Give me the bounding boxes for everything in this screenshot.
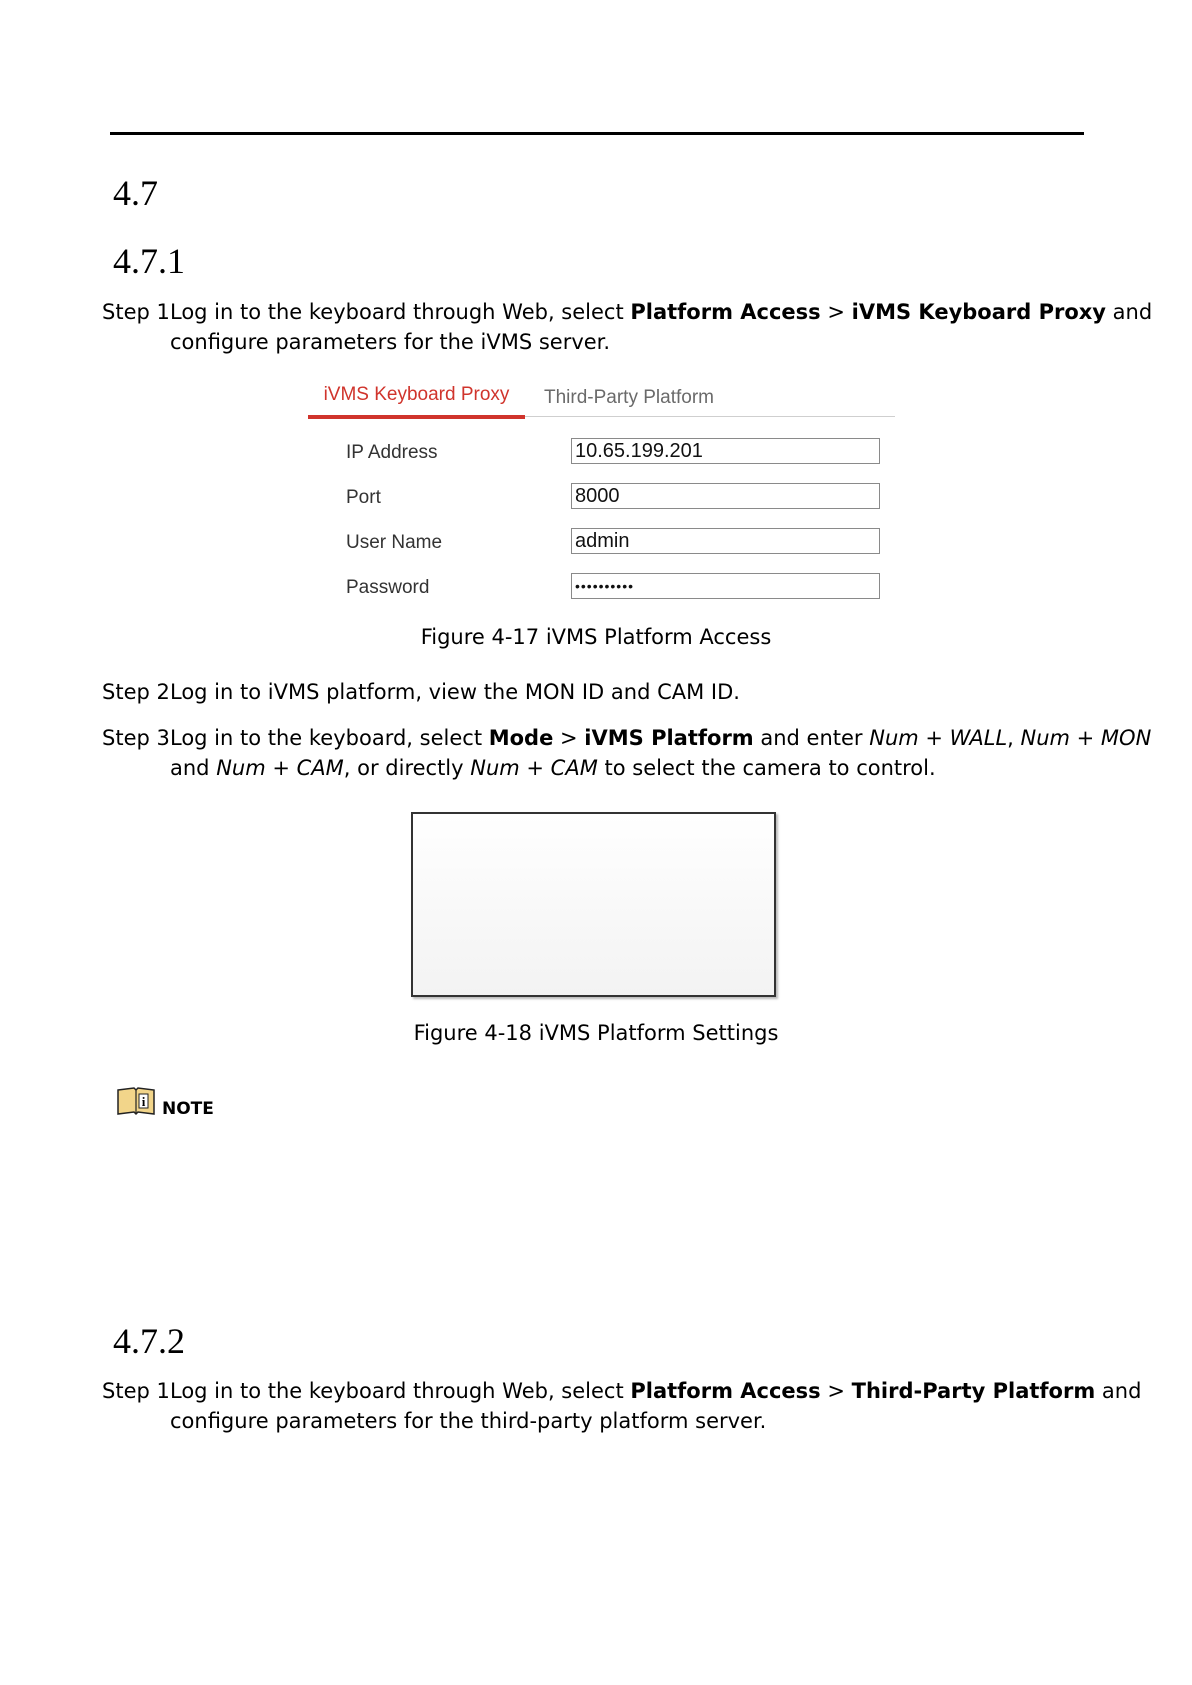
figure-4-17-caption: Figure 4-17 iVMS Platform Access	[420, 625, 772, 649]
step-text: , or directly	[343, 756, 471, 780]
step-text: and	[1106, 300, 1153, 324]
key-combo: Num + WALL	[869, 726, 1008, 750]
key-combo: Num + MON	[1020, 726, 1152, 750]
section-heading-4-7-2: 4.7.2	[113, 1321, 185, 1361]
menu-path-platform-access: Platform Access	[630, 1379, 821, 1403]
port-label: Port	[346, 487, 381, 508]
svg-text:i: i	[141, 1094, 146, 1109]
menu-path-platform-access: Platform Access	[630, 300, 821, 324]
ip-address-input[interactable]: 10.65.199.201	[571, 438, 880, 464]
key-combo: Num + CAM	[470, 756, 598, 780]
section-heading-4-7: 4.7	[113, 173, 158, 213]
step-text: Log in to the keyboard through Web, select	[170, 300, 631, 324]
path-separator: >	[820, 1379, 852, 1403]
step1-paragraph	[102, 297, 1153, 357]
tab-ivms-keyboard-proxy[interactable]: iVMS Keyboard Proxy	[308, 384, 525, 419]
ip-address-label: IP Address	[346, 442, 438, 463]
step-text: to select the camera to control.	[597, 756, 936, 780]
step-text: and	[1095, 1379, 1142, 1403]
step-text-line2: configure parameters for the third-party platform server.	[170, 1409, 767, 1433]
step-text: Log in to iVMS platform, view the MON ID and CAM ID.	[170, 680, 740, 704]
section-heading-4-7-1: 4.7.1	[113, 241, 185, 281]
key-combo: Num + CAM	[216, 756, 344, 780]
step-text: Log in to the keyboard, select	[170, 726, 489, 750]
menu-path-mode: Mode	[488, 726, 554, 750]
user-name-input[interactable]: admin	[571, 528, 880, 554]
tab-bar	[308, 378, 895, 417]
step2-paragraph	[102, 677, 1092, 707]
path-separator: >	[820, 300, 852, 324]
step-text: and enter	[753, 726, 870, 750]
port-input[interactable]: 8000	[571, 483, 880, 509]
step-label: Step 2	[102, 680, 170, 704]
header-rule	[110, 132, 1084, 135]
path-separator: >	[553, 726, 585, 750]
menu-path-ivms-platform: iVMS Platform	[584, 726, 754, 750]
ivms-platform-settings-figure	[411, 812, 776, 997]
note-book-icon	[116, 1086, 156, 1116]
step-label: Step 3	[102, 726, 170, 750]
step-text-line2: configure parameters for the iVMS server.	[170, 330, 611, 354]
figure-4-18-caption: Figure 4-18 iVMS Platform Settings	[413, 1021, 779, 1045]
step-label: Step 1	[102, 1379, 170, 1403]
password-label: Password	[346, 577, 430, 598]
step-text: and	[170, 756, 217, 780]
step-text: ,	[1007, 726, 1021, 750]
note-label: NOTE	[162, 1099, 214, 1119]
password-input[interactable]: ••••••••••	[571, 573, 880, 599]
menu-path-ivms-keyboard-proxy: iVMS Keyboard Proxy	[851, 300, 1106, 324]
user-name-label: User Name	[346, 532, 443, 553]
step3-paragraph	[102, 723, 1152, 783]
menu-path-third-party-platform: Third-Party Platform	[851, 1379, 1096, 1403]
tab-third-party-platform[interactable]: Third-Party Platform	[544, 387, 714, 408]
step-label: Step 1	[102, 300, 170, 324]
step1b-paragraph	[102, 1376, 1142, 1436]
step-text: Log in to the keyboard through Web, select	[170, 1379, 631, 1403]
